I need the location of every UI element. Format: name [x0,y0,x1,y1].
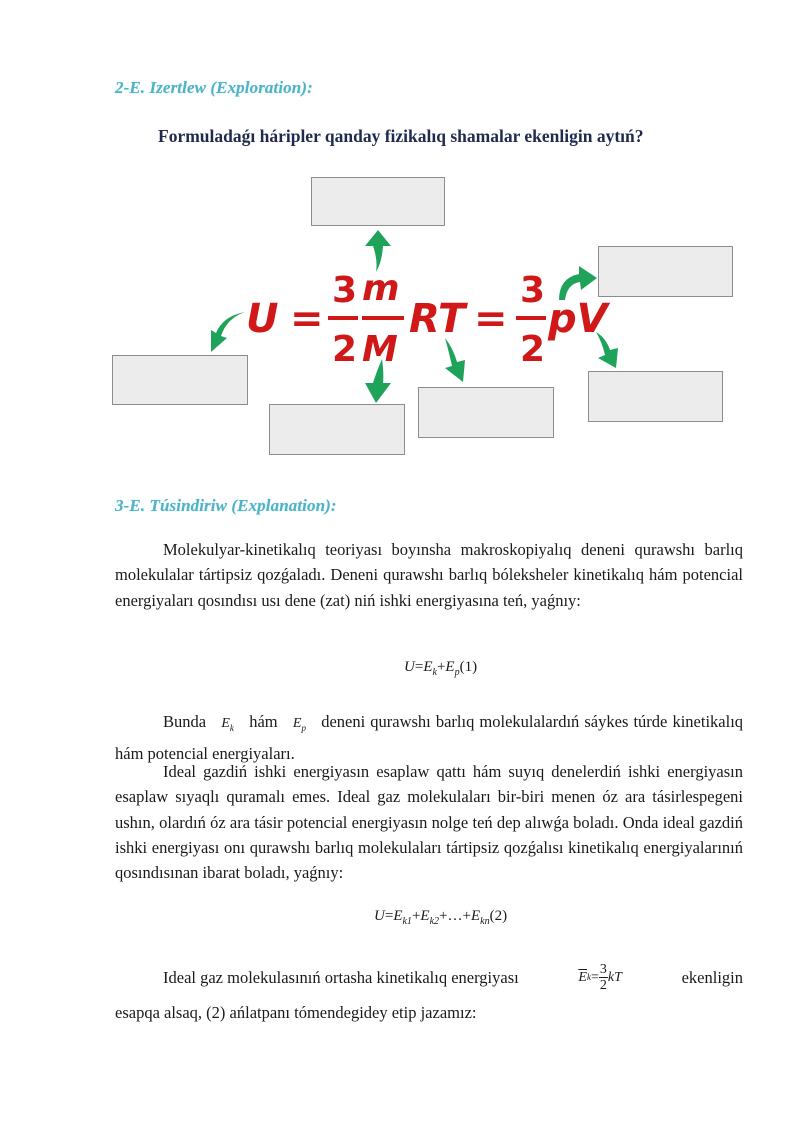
internal-energy-formula [244,264,614,374]
formula-equals-2: = [474,296,508,342]
paragraph-ideal-gas: Ideal gazdiń ishki energiyasın esaplaw qattı hám suyıq denelerdiń ishki energiyasın esaplaw sıyaqlı quramalı emes. Ideal gaz molekulaları bir-biri menen óz ara tásirlespegeni ushın, olardıń óz ara tásir potencial energiyasın nolge teń dep alıwǵa boladı. Onda ideal gazdiń ishki energiyası onı qurawshı barlıq molekulaları tártipsiz qozǵalısı kinetikalıq energiyalarınıń qosındısınan ibarat boladı, yaǵnıy: [115,762,743,883]
paragraph-mean-energy: Ideal gaz molekulasınıń ortasha kinetikalıq energiyası $\overline{E}$ k = $\frac{3}{2}$ kT ekenligin [163,962,743,993]
paragraph-esapqa: esapqa alsaq, (2) ańlatpanı tómendegidey etip jazamız: [115,1003,477,1022]
formula-equals-1: = [290,296,324,342]
inline-Ek: $E_k$ [221,716,234,733]
answer-box-bottom-right[interactable] [588,371,723,422]
mean-energy-formula: $\overline{E}$ k = $\frac{3}{2}$ kT [578,962,622,993]
answer-box-left[interactable] [112,355,248,405]
formula-three-2: 3 [520,270,546,311]
equation-1: $U=E_k+E_p(1)$ [404,659,478,678]
inline-Ep: $E_p$ [292,716,306,733]
formula-pV: pV [548,296,608,342]
formula-m: m [362,268,400,309]
paragraph-bunda: Bunda $E_k$ hám $E_p$ deneni qurawshı barlıq molekulalardıń sáykes túrde kinetikalıq hám potencial energiyaları. [115,712,744,764]
formula-two-2: 2 [520,329,546,370]
answer-box-top[interactable] [311,177,445,226]
formula-three-1: 3 [332,270,358,311]
formula-two-1: 2 [332,329,358,370]
equation-2: $U=E_{k1}+E_{k2}+\dots+E_{kn}(2)$ [374,908,508,927]
formula-M: M [362,329,398,370]
exploration-heading: 2-E. Izertlew (Exploration): [115,78,313,97]
answer-box-bottom-left[interactable] [269,404,405,455]
answer-box-right-top[interactable] [598,246,733,297]
formula-U: U [246,296,279,342]
answer-box-bottom-middle[interactable] [418,387,554,438]
paragraph-intro: Molekulyar-kinetikalıq teoriyası boyınsha makroskopiyalıq deneni qurawshı barlıq molekulalar tártipsiz qozǵaladı. Deneni qurawshı barlıq bóleksheler kinetikalıq hám potencial energiyaları qosındısı usı dene (zat) niń ishki energiyasına teń, yaǵnıy: [115,540,743,610]
formula-RT: RT [409,296,466,342]
question-text: Formuladaǵı háripler qanday fizikalıq shamalar ekenligin aytıń? [158,126,644,146]
explanation-heading: 3-E. Túsindiriw (Explanation): [115,496,337,515]
